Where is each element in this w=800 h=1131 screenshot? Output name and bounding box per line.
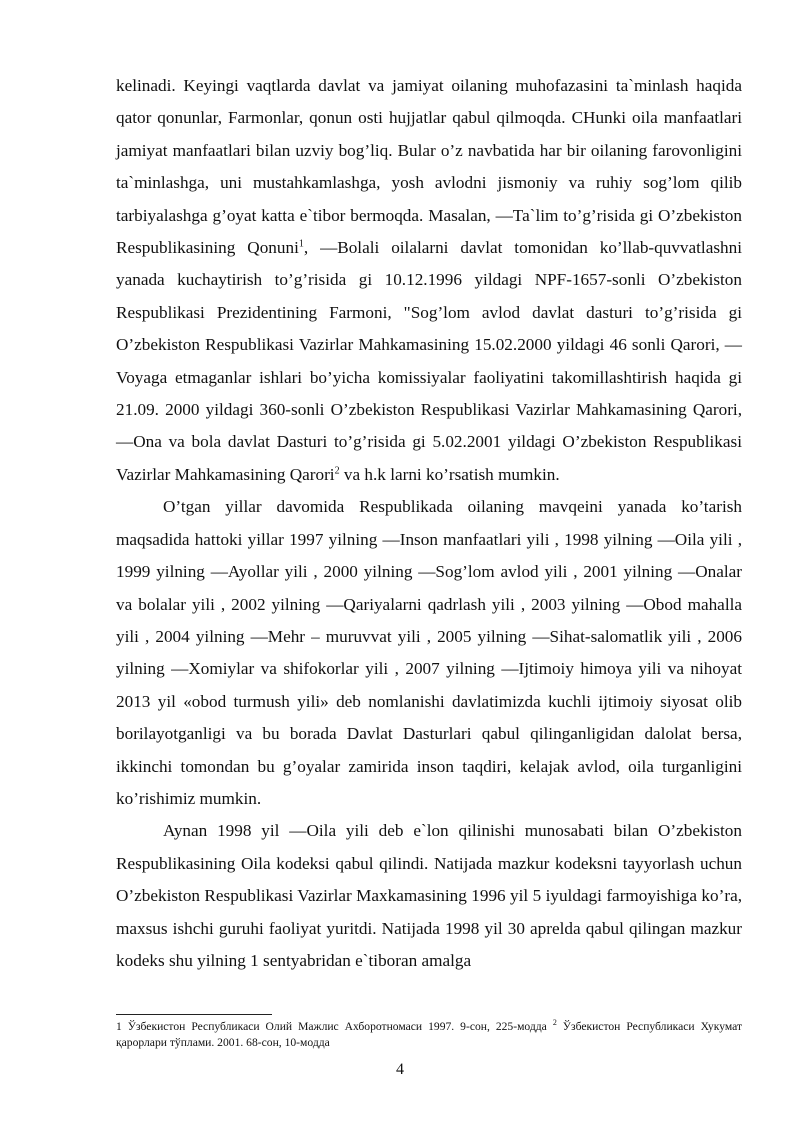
footnotes <box>116 1019 742 1051</box>
footnote-text: Ўзбекистон Республикаси Хукумат қарорлари тўплами. 2001. 68-сон, 10-модда <box>116 1020 743 1049</box>
paragraph-text: kelinadi. Keyingi vaqtlarda davlat va jamiyat oilaning muhofazasini ta`minlash haqida qator qonunlar, Farmonlar, qonun osti hujjatlar qabul qilmoqda. CHunki oila manfaatlari jamiyat manfaatlari bilan uzviy bog’liq. Bular o’z navbatida har bir oilaning farovonligini ta`minlashga, uni mustahkamlashga, yosh avlodni jismoniy va ruhiy sog’lom qilib tarbiyalashga g’oyat katta e`tibor bermoqda. Masalan, —Ta`lim to’g’risida gi O’zbekiston Respublikasining Qonuni <box>116 76 742 258</box>
paragraph <box>116 815 742 977</box>
paragraph-text: , —Bolali oilalarni davlat tomonidan ko’llab-quvvatlashni yanada kuchaytirish to’g’risida gi 10.12.1996 yildagi NPF-1657-sonli O’zbekiston Respublikasi Prezidentining Farmoni, "Sog’lom avlod davlat dasturi to’g’risida gi O’zbekiston Respublikasi Vazirlar Mahkamasining 15.02.2000 yildagi 46 sonli Qarori, —Voyaga etmaganlar ishlari bo’yicha komissiyalar faoliyatini takomillashtirish haqida gi 21.09. 2000 yildagi 360-sonli O’zbekiston Respublikasi Vazirlar Mahkamasining Qarori, —Ona va bola davlat Dasturi to’g’risida gi 5.02.2001 yildagi O’zbekiston Respublikasi Vazirlar Mahkamasining Qarori <box>116 238 742 484</box>
footnote-text: 1 Ўзбекистон Республикаси Олий Мажлис Ахборотномаси 1997. 9-сон, 225-модда <box>116 1020 553 1033</box>
body-text <box>116 70 742 977</box>
paragraph <box>116 491 742 815</box>
page-number: 4 <box>396 1061 404 1078</box>
footnote-marker: 2 <box>334 465 340 477</box>
paragraph-text: Aynan 1998 yil —Oila yili deb e`lon qilinishi munosabati bilan O’zbekiston Respublikasining Oila kodeksi qabul qilindi. Natijada mazkur kodeksni tayyorlash uchun O’zbekiston Respublikasi Vazirlar Maxkamasining 1996 yil 5 iyuldagi farmoyishiga ko’ra, maxsus ishchi guruhi faoliyat yuritdi. Natijada 1998 yil 30 aprelda qabul qilingan mazkur kodeks shu yilning 1 sentyabridan e`tiboran amalga <box>116 821 742 970</box>
footnote-marker: 1 <box>298 238 304 250</box>
footnote-marker: 2 <box>552 1018 557 1028</box>
paragraph <box>116 70 742 491</box>
paragraph-text: va h.k larni ko’rsatish mumkin. <box>339 464 560 484</box>
footnote-separator <box>116 1014 272 1015</box>
paragraph-text: O’tgan yillar davomida Respublikada oilaning mavqeini yanada ko’tarish maqsadida hattoki yillar 1997 yilning —Inson manfaatlari yili , 1998 yilning —Oila yili , 1999 yilning —Ayollar yili , 2000 yilning —Sog’lom avlod yili , 2001 yilning —Onalar va bolalar yili , 2002 yilning —Qariyalarni qadrlash yili , 2003 yilning —Obod mahalla yili , 2004 yilning —Mehr – muruvvat yili , 2005 yilning —Sihat-salomatlik yili , 2006 yilning —Xomiylar va shifokorlar yili , 2007 yilning —Ijtimoiy himoya yili va nihoyat 2013 yil «obod turmush yili» deb nomlanishi davlatimizda kuchli ijtimoiy siyosat olib borilayotganligi va bu borada Davlat Dasturlari qabul qilinganligidan dalolat bersa, ikkinchi tomondan bu g’oyalar zamirida inson taqdiri, kelajak avlod, oila turganligini ko’rishimiz mumkin. <box>116 497 742 808</box>
